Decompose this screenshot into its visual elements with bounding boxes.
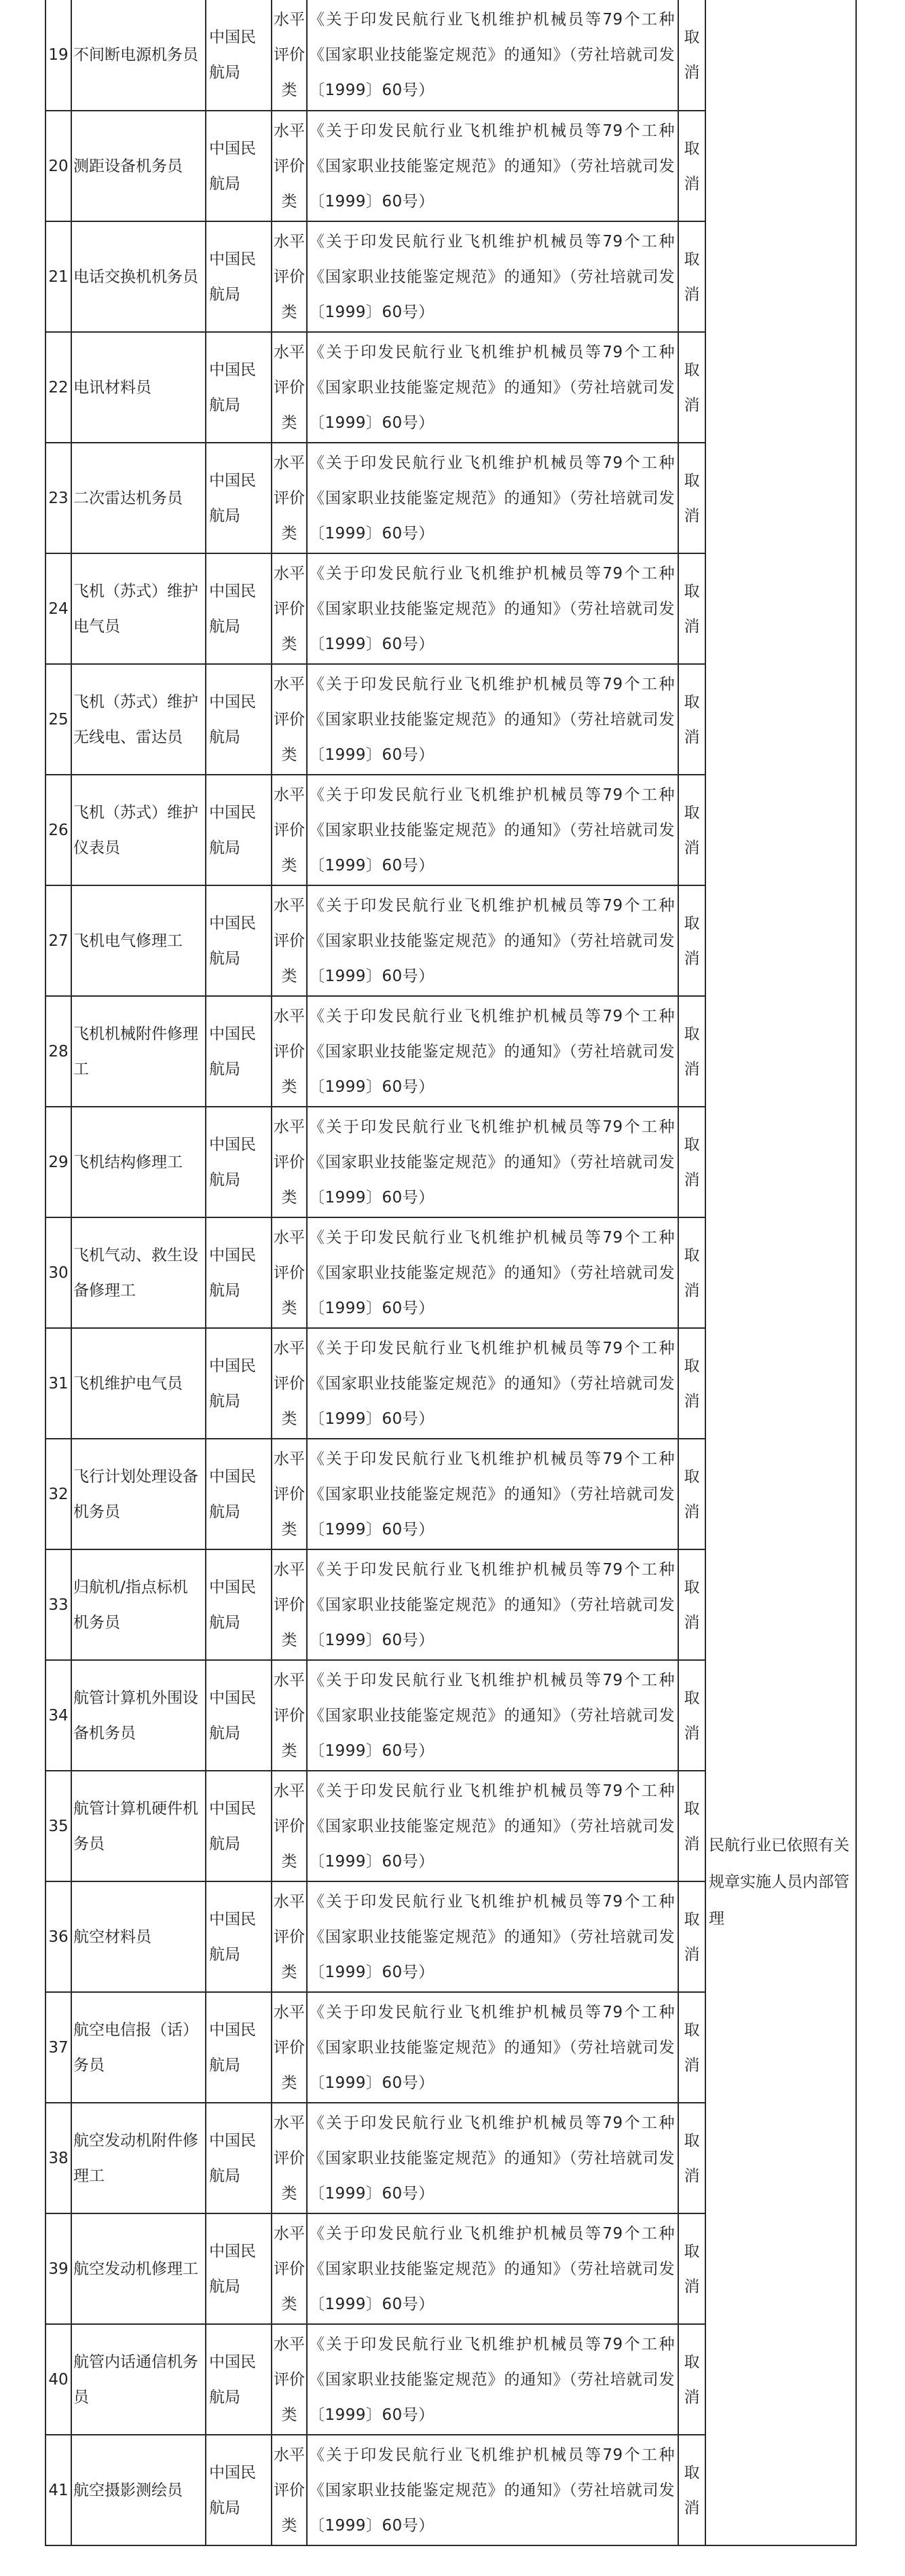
- row-number: 33: [45, 1549, 71, 1660]
- category: 水平评价类: [272, 1328, 307, 1439]
- basis-document: 《关于印发民航行业飞机维护机械员等79个工种《国家职业技能鉴定规范》的通知》（劳社培就司发〔1999〕60号）: [307, 1881, 678, 1992]
- occupation-name: 航空发动机修理工: [71, 2213, 206, 2324]
- department: 中国民航局: [206, 443, 272, 553]
- occupation-name: 航空材料员: [71, 1881, 206, 1992]
- result: 取消: [678, 2213, 705, 2324]
- category: 水平评价类: [272, 996, 307, 1107]
- row-number: 36: [45, 1881, 71, 1992]
- category: 水平评价类: [272, 1549, 307, 1660]
- remark-text: 民航行业已依照有关规章实施人员内部管理: [709, 1836, 849, 1928]
- occupation-name: 飞机机械附件修理工: [71, 996, 206, 1107]
- department: 中国民航局: [206, 1439, 272, 1549]
- row-number: 23: [45, 443, 71, 553]
- table-row: [45, 0, 856, 111]
- table-body: [45, 0, 856, 2545]
- occupation-name: 航管计算机硬件机务员: [71, 1771, 206, 1881]
- occupation-name: 航管计算机外围设备机务员: [71, 1660, 206, 1771]
- basis-document: 《关于印发民航行业飞机维护机械员等79个工种《国家职业技能鉴定规范》的通知》（劳社培就司发〔1999〕60号）: [307, 1217, 678, 1328]
- department: 中国民航局: [206, 664, 272, 775]
- basis-document: 《关于印发民航行业飞机维护机械员等79个工种《国家职业技能鉴定规范》的通知》（劳社培就司发〔1999〕60号）: [307, 553, 678, 664]
- result: 取消: [678, 996, 705, 1107]
- row-number: 35: [45, 1771, 71, 1881]
- row-number: 32: [45, 1439, 71, 1549]
- occupation-name: 航管内话通信机务员: [71, 2324, 206, 2435]
- result: 取消: [678, 1107, 705, 1217]
- department: 中国民航局: [206, 775, 272, 885]
- row-number: 37: [45, 1992, 71, 2103]
- result: 取消: [678, 0, 705, 111]
- department: 中国民航局: [206, 2324, 272, 2435]
- row-number: 26: [45, 775, 71, 885]
- occupation-name: 飞机气动、救生设备修理工: [71, 1217, 206, 1328]
- department: 中国民航局: [206, 2213, 272, 2324]
- department: 中国民航局: [206, 1328, 272, 1439]
- row-number: 19: [45, 0, 71, 111]
- department: 中国民航局: [206, 1881, 272, 1992]
- basis-document: 《关于印发民航行业飞机维护机械员等79个工种《国家职业技能鉴定规范》的通知》（劳社培就司发〔1999〕60号）: [307, 996, 678, 1107]
- department: 中国民航局: [206, 2103, 272, 2213]
- occupation-name: 飞机（苏式）维护无线电、雷达员: [71, 664, 206, 775]
- result: 取消: [678, 1881, 705, 1992]
- department: 中国民航局: [206, 0, 272, 111]
- basis-document: 《关于印发民航行业飞机维护机械员等79个工种《国家职业技能鉴定规范》的通知》（劳社培就司发〔1999〕60号）: [307, 443, 678, 553]
- result: 取消: [678, 1439, 705, 1549]
- result: 取消: [678, 1992, 705, 2103]
- department: 中国民航局: [206, 996, 272, 1107]
- category: 水平评价类: [272, 1439, 307, 1549]
- result: 取消: [678, 1328, 705, 1439]
- category: 水平评价类: [272, 1217, 307, 1328]
- remark-cell: [705, 0, 856, 2545]
- basis-document: 《关于印发民航行业飞机维护机械员等79个工种《国家职业技能鉴定规范》的通知》（劳社培就司发〔1999〕60号）: [307, 775, 678, 885]
- row-number: 38: [45, 2103, 71, 2213]
- row-number: 28: [45, 996, 71, 1107]
- row-number: 34: [45, 1660, 71, 1771]
- result: 取消: [678, 332, 705, 443]
- result: 取消: [678, 443, 705, 553]
- category: 水平评价类: [272, 221, 307, 332]
- occupation-name: 飞机（苏式）维护仪表员: [71, 775, 206, 885]
- occupation-name: 二次雷达机务员: [71, 443, 206, 553]
- result: 取消: [678, 2435, 705, 2545]
- department: 中国民航局: [206, 1107, 272, 1217]
- basis-document: 《关于印发民航行业飞机维护机械员等79个工种《国家职业技能鉴定规范》的通知》（劳社培就司发〔1999〕60号）: [307, 1660, 678, 1771]
- basis-document: 《关于印发民航行业飞机维护机械员等79个工种《国家职业技能鉴定规范》的通知》（劳社培就司发〔1999〕60号）: [307, 664, 678, 775]
- row-number: 27: [45, 885, 71, 996]
- result: 取消: [678, 553, 705, 664]
- basis-document: 《关于印发民航行业飞机维护机械员等79个工种《国家职业技能鉴定规范》的通知》（劳社培就司发〔1999〕60号）: [307, 221, 678, 332]
- category: 水平评价类: [272, 2213, 307, 2324]
- department: 中国民航局: [206, 1660, 272, 1771]
- category: 水平评价类: [272, 443, 307, 553]
- basis-document: 《关于印发民航行业飞机维护机械员等79个工种《国家职业技能鉴定规范》的通知》（劳社培就司发〔1999〕60号）: [307, 2103, 678, 2213]
- result: 取消: [678, 2324, 705, 2435]
- occupation-name: 飞机维护电气员: [71, 1328, 206, 1439]
- occupation-name: 飞机电气修理工: [71, 885, 206, 996]
- basis-document: 《关于印发民航行业飞机维护机械员等79个工种《国家职业技能鉴定规范》的通知》（劳社培就司发〔1999〕60号）: [307, 2324, 678, 2435]
- result: 取消: [678, 1549, 705, 1660]
- department: 中国民航局: [206, 111, 272, 221]
- row-number: 40: [45, 2324, 71, 2435]
- row-number: 20: [45, 111, 71, 221]
- row-number: 41: [45, 2435, 71, 2545]
- basis-document: 《关于印发民航行业飞机维护机械员等79个工种《国家职业技能鉴定规范》的通知》（劳社培就司发〔1999〕60号）: [307, 885, 678, 996]
- result: 取消: [678, 1660, 705, 1771]
- occupation-name: 电话交换机机务员: [71, 221, 206, 332]
- category: 水平评价类: [272, 332, 307, 443]
- category: 水平评价类: [272, 2435, 307, 2545]
- row-number: 39: [45, 2213, 71, 2324]
- result: 取消: [678, 885, 705, 996]
- basis-document: 《关于印发民航行业飞机维护机械员等79个工种《国家职业技能鉴定规范》的通知》（劳社培就司发〔1999〕60号）: [307, 0, 678, 111]
- basis-document: 《关于印发民航行业飞机维护机械员等79个工种《国家职业技能鉴定规范》的通知》（劳社培就司发〔1999〕60号）: [307, 1328, 678, 1439]
- department: 中国民航局: [206, 1217, 272, 1328]
- row-number: 29: [45, 1107, 71, 1217]
- category: 水平评价类: [272, 664, 307, 775]
- result: 取消: [678, 1217, 705, 1328]
- category: 水平评价类: [272, 2103, 307, 2213]
- result: 取消: [678, 664, 705, 775]
- row-number: 25: [45, 664, 71, 775]
- row-number: 22: [45, 332, 71, 443]
- row-number: 30: [45, 1217, 71, 1328]
- occupation-name: 归航机/指点标机机务员: [71, 1549, 206, 1660]
- department: 中国民航局: [206, 1771, 272, 1881]
- row-number: 31: [45, 1328, 71, 1439]
- department: 中国民航局: [206, 1992, 272, 2103]
- occupation-name: 电讯材料员: [71, 332, 206, 443]
- category: 水平评价类: [272, 1992, 307, 2103]
- department: 中国民航局: [206, 332, 272, 443]
- department: 中国民航局: [206, 553, 272, 664]
- department: 中国民航局: [206, 221, 272, 332]
- occupation-name: 飞行计划处理设备机务员: [71, 1439, 206, 1549]
- result: 取消: [678, 111, 705, 221]
- qualification-table: [45, 0, 857, 2546]
- category: 水平评价类: [272, 1107, 307, 1217]
- result: 取消: [678, 221, 705, 332]
- occupation-name: 航空发动机附件修理工: [71, 2103, 206, 2213]
- occupation-name: 测距设备机务员: [71, 111, 206, 221]
- occupation-name: 不间断电源机务员: [71, 0, 206, 111]
- category: 水平评价类: [272, 775, 307, 885]
- basis-document: 《关于印发民航行业飞机维护机械员等79个工种《国家职业技能鉴定规范》的通知》（劳社培就司发〔1999〕60号）: [307, 1107, 678, 1217]
- category: 水平评价类: [272, 111, 307, 221]
- department: 中国民航局: [206, 885, 272, 996]
- department: 中国民航局: [206, 1549, 272, 1660]
- basis-document: 《关于印发民航行业飞机维护机械员等79个工种《国家职业技能鉴定规范》的通知》（劳社培就司发〔1999〕60号）: [307, 1771, 678, 1881]
- result: 取消: [678, 1771, 705, 1881]
- occupation-name: 飞机（苏式）维护电气员: [71, 553, 206, 664]
- category: 水平评价类: [272, 0, 307, 111]
- result: 取消: [678, 775, 705, 885]
- category: 水平评价类: [272, 1881, 307, 1992]
- department: 中国民航局: [206, 2435, 272, 2545]
- basis-document: 《关于印发民航行业飞机维护机械员等79个工种《国家职业技能鉴定规范》的通知》（劳社培就司发〔1999〕60号）: [307, 332, 678, 443]
- basis-document: 《关于印发民航行业飞机维护机械员等79个工种《国家职业技能鉴定规范》的通知》（劳社培就司发〔1999〕60号）: [307, 1549, 678, 1660]
- row-number: 24: [45, 553, 71, 664]
- category: 水平评价类: [272, 885, 307, 996]
- row-number: 21: [45, 221, 71, 332]
- basis-document: 《关于印发民航行业飞机维护机械员等79个工种《国家职业技能鉴定规范》的通知》（劳社培就司发〔1999〕60号）: [307, 1992, 678, 2103]
- category: 水平评价类: [272, 553, 307, 664]
- occupation-name: 航空电信报（话）务员: [71, 1992, 206, 2103]
- basis-document: 《关于印发民航行业飞机维护机械员等79个工种《国家职业技能鉴定规范》的通知》（劳社培就司发〔1999〕60号）: [307, 111, 678, 221]
- occupation-name: 航空摄影测绘员: [71, 2435, 206, 2545]
- result: 取消: [678, 2103, 705, 2213]
- category: 水平评价类: [272, 2324, 307, 2435]
- category: 水平评价类: [272, 1771, 307, 1881]
- basis-document: 《关于印发民航行业飞机维护机械员等79个工种《国家职业技能鉴定规范》的通知》（劳社培就司发〔1999〕60号）: [307, 2435, 678, 2545]
- basis-document: 《关于印发民航行业飞机维护机械员等79个工种《国家职业技能鉴定规范》的通知》（劳社培就司发〔1999〕60号）: [307, 1439, 678, 1549]
- basis-document: 《关于印发民航行业飞机维护机械员等79个工种《国家职业技能鉴定规范》的通知》（劳社培就司发〔1999〕60号）: [307, 2213, 678, 2324]
- category: 水平评价类: [272, 1660, 307, 1771]
- occupation-name: 飞机结构修理工: [71, 1107, 206, 1217]
